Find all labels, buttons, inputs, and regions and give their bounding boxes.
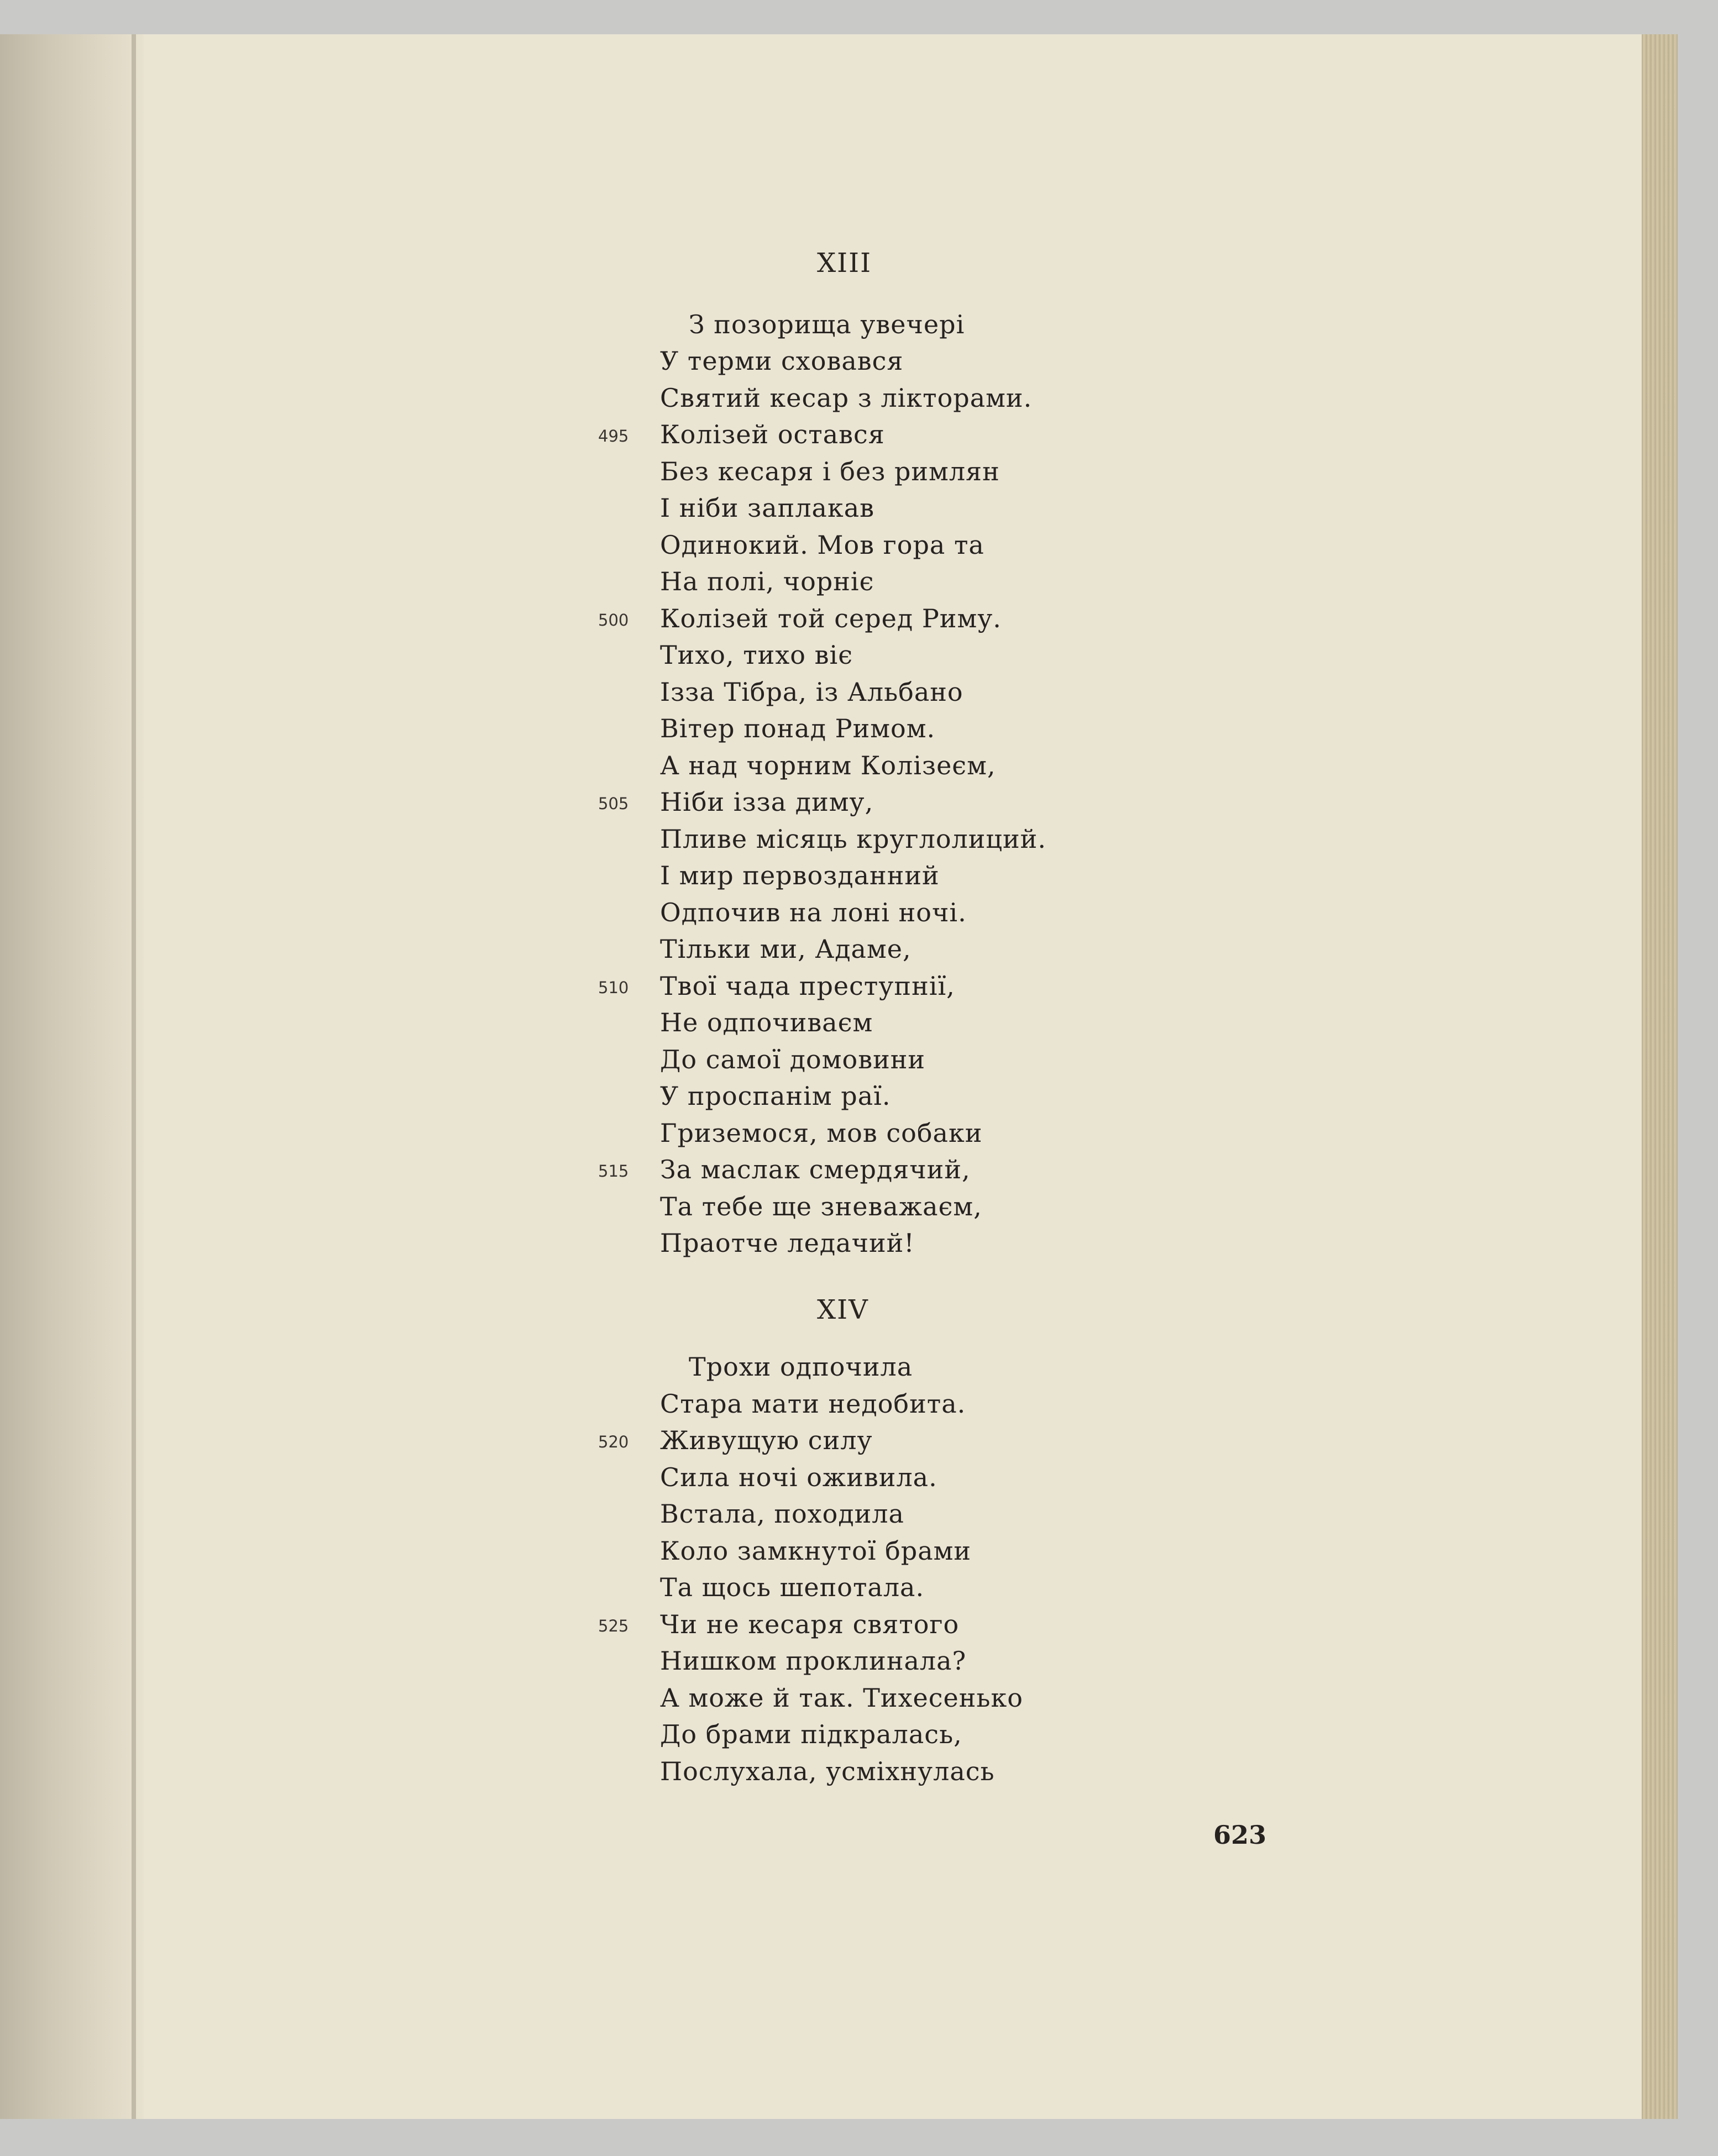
verse-line: На полі, чорніє <box>660 566 874 596</box>
verse-line: Та тебе ще зневажаєм, <box>660 1192 982 1221</box>
verse-line: До самої домовини <box>660 1045 926 1074</box>
verse-line: Послухала, усміхнулась <box>660 1756 995 1786</box>
verse-line: Трохи одпочила <box>689 1352 913 1382</box>
page-gutter <box>0 34 144 2119</box>
verse-line: Живущую силу <box>660 1425 873 1455</box>
line-number: 525 <box>598 1617 629 1635</box>
verse-line: Чи не кесаря святого <box>660 1609 960 1639</box>
verse-line: Святий кесар з лікторами. <box>660 383 1033 413</box>
verse-line: Одинокий. Мов гора та <box>660 530 984 560</box>
line-number: 515 <box>598 1162 629 1181</box>
verse-line: Колізей остався <box>660 419 885 449</box>
verse-line: Сила ночі оживила. <box>660 1462 937 1492</box>
verse-line: Тихо, тихо віє <box>660 640 853 670</box>
line-number: 520 <box>598 1433 629 1451</box>
line-number: 505 <box>598 794 629 813</box>
verse-line: До брами підкралась, <box>660 1719 962 1749</box>
verse-line: Нишком проклинала? <box>660 1646 967 1676</box>
verse-line: А над чорним Колізеєм, <box>660 751 996 780</box>
section-heading: XIV <box>817 1294 869 1325</box>
verse-line: А може й так. Тихесенько <box>660 1683 1023 1713</box>
binding-shadow <box>132 34 136 2119</box>
verse-line: І ніби заплакав <box>660 493 875 523</box>
verse-line: Твої чада преступнії, <box>660 971 955 1001</box>
verse-line: Коло замкнутої брами <box>660 1536 972 1566</box>
verse-line: Пливе місяць круглолиций. <box>660 824 1046 854</box>
page-number: 623 <box>1213 1820 1267 1850</box>
line-number: 495 <box>598 427 629 445</box>
verse-line: Одпочив на лоні ночі. <box>660 898 967 927</box>
verse-line: Не одпочиваєм <box>660 1008 873 1037</box>
section-heading: XIII <box>817 248 872 279</box>
verse-line: Праотче ледачий! <box>660 1228 915 1258</box>
verse-line: Гриземося, мов собаки <box>660 1118 983 1148</box>
verse-line: За маслак смердячий, <box>660 1155 971 1184</box>
verse-line: Тільки ми, Адаме, <box>660 934 912 964</box>
verse-line: Ніби ізза диму, <box>660 787 874 817</box>
verse-line: З позорища увечері <box>689 310 965 339</box>
verse-line: У проспанім раї. <box>660 1081 891 1111</box>
verse-line: Без кесаря і без римлян <box>660 457 1000 486</box>
verse-line: Стара мати недобита. <box>660 1389 966 1419</box>
verse-line: І мир первозданний <box>660 861 940 890</box>
line-number: 510 <box>598 978 629 997</box>
line-number: 500 <box>598 611 629 630</box>
verse-line: У терми сховався <box>660 346 904 376</box>
verse-line: Колізей той серед Риму. <box>660 604 1002 633</box>
page-fore-edge <box>1642 34 1678 2119</box>
verse-line: Вітер понад Римом. <box>660 714 936 743</box>
verse-line: Ізза Тібра, із Альбано <box>660 677 963 707</box>
verse-line: Та щось шепотала. <box>660 1572 925 1602</box>
verse-line: Встала, походила <box>660 1499 904 1529</box>
